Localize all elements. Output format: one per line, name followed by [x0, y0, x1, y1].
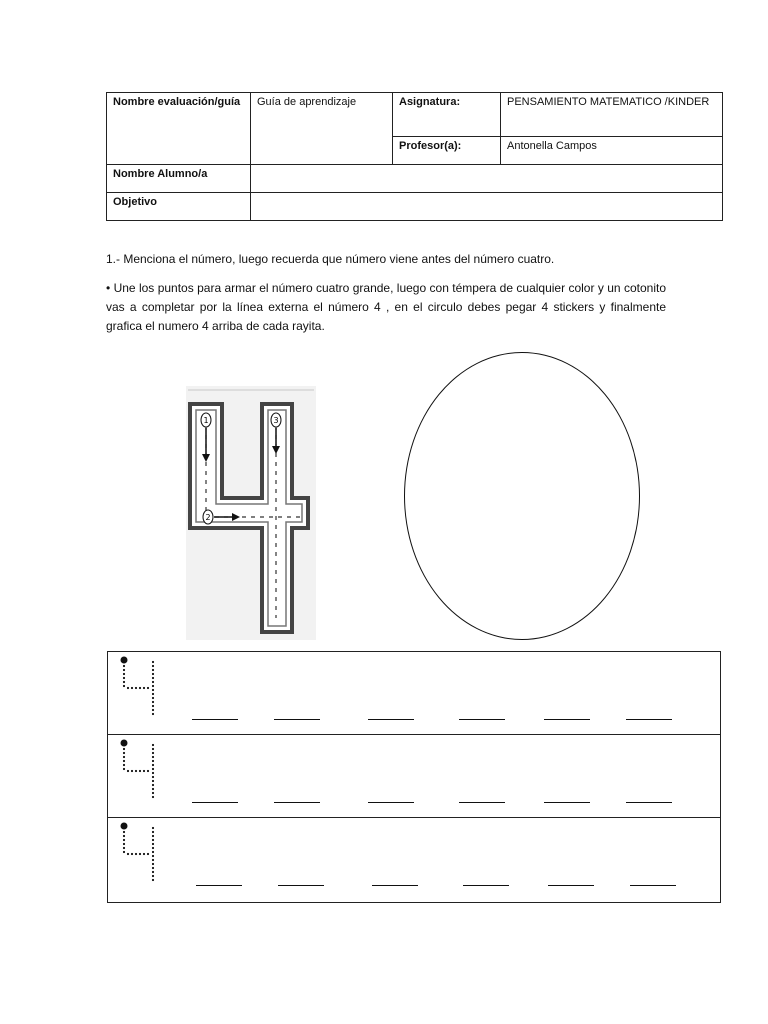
number-four-tracing-figure [186, 386, 316, 640]
guide-dot [123, 677, 125, 679]
write-blank[interactable] [368, 719, 414, 720]
guide-dot [135, 770, 137, 772]
guide-dot [152, 661, 154, 663]
guide-dot [139, 687, 141, 689]
nombre-eval-value: Guía de aprendizaje [251, 93, 393, 165]
guide-dot [123, 685, 125, 687]
write-blank[interactable] [626, 719, 672, 720]
practice-row [108, 818, 720, 902]
write-blank[interactable] [459, 719, 505, 720]
guide-dot [152, 764, 154, 766]
guide-dot [127, 770, 129, 772]
start-dot [121, 740, 128, 747]
guide-dot [139, 770, 141, 772]
start-dot [121, 823, 128, 830]
write-blank[interactable] [274, 719, 320, 720]
objetivo-label: Objetivo [107, 193, 251, 221]
guide-dot [147, 853, 149, 855]
practice-row [108, 652, 720, 735]
guide-dot [131, 770, 133, 772]
guide-dot [152, 776, 154, 778]
guide-dot [152, 859, 154, 861]
start-dot [121, 657, 128, 664]
guide-dot [152, 792, 154, 794]
write-blank[interactable] [278, 885, 324, 886]
dotted-four-guide [120, 655, 164, 719]
write-blank[interactable] [630, 885, 676, 886]
guide-dot [131, 853, 133, 855]
guide-dot [152, 843, 154, 845]
guide-dot [152, 835, 154, 837]
guide-dot [152, 875, 154, 877]
guide-dot [152, 768, 154, 770]
write-blank[interactable] [544, 802, 590, 803]
guide-dot [152, 847, 154, 849]
dotted-four-guide [120, 821, 164, 885]
guide-dot [127, 853, 129, 855]
guide-dot [152, 677, 154, 679]
stroke-label-1: 1 [203, 416, 209, 425]
guide-dot [152, 693, 154, 695]
write-blank[interactable] [368, 802, 414, 803]
header-table [106, 92, 723, 221]
guide-dot [123, 673, 125, 675]
guide-dot [123, 756, 125, 758]
guide-dot [152, 863, 154, 865]
nombre-eval-label: Nombre evaluación/guía [107, 93, 251, 165]
guide-dot [152, 673, 154, 675]
guide-dot [152, 772, 154, 774]
guide-dot [152, 788, 154, 790]
guide-dot [152, 701, 154, 703]
guide-dot [143, 687, 145, 689]
guide-dot [135, 853, 137, 855]
asignatura-label: Asignatura: [393, 93, 501, 137]
guide-dot [127, 687, 129, 689]
guide-dot [147, 770, 149, 772]
guide-dot [131, 687, 133, 689]
guide-dot [123, 669, 125, 671]
guide-dot [152, 784, 154, 786]
practice-row [108, 735, 720, 818]
guide-dot [123, 831, 125, 833]
guide-dot [152, 705, 154, 707]
guide-dot [135, 687, 137, 689]
guide-dot [152, 744, 154, 746]
guide-dot [123, 752, 125, 754]
write-blank[interactable] [548, 885, 594, 886]
guide-dot [152, 879, 154, 881]
guide-dot [143, 853, 145, 855]
write-blank[interactable] [459, 802, 505, 803]
write-blank[interactable] [192, 719, 238, 720]
dotted-four-guide [120, 738, 164, 802]
practice-box [107, 651, 721, 903]
write-blank[interactable] [463, 885, 509, 886]
profesor-label: Profesor(a): [393, 137, 501, 165]
guide-dot [123, 681, 125, 683]
guide-dot [123, 843, 125, 845]
guide-dot [123, 748, 125, 750]
stroke-label-2: 2 [205, 513, 211, 522]
guide-dot [152, 748, 154, 750]
stroke-label-3: 3 [273, 416, 279, 425]
guide-dot [152, 851, 154, 853]
instruction-2: • Une los puntos para armar el número cuatro grande, luego con témpera de cualquier color y un cotonito vas a completar por la línea externa el número 4 , en el circulo debes pegar 4 stickers y finalmente grafica el numero 4 arriba de cada rayita. [106, 281, 666, 333]
guide-dot [152, 709, 154, 711]
sticker-circle[interactable] [404, 352, 640, 640]
guide-dot [152, 685, 154, 687]
write-blank[interactable] [372, 885, 418, 886]
guide-dot [123, 847, 125, 849]
objetivo-field[interactable] [251, 193, 723, 221]
guide-dot [152, 796, 154, 798]
guide-dot [123, 839, 125, 841]
alumno-label: Nombre Alumno/a [107, 165, 251, 193]
write-blank[interactable] [192, 802, 238, 803]
profesor-value: Antonella Campos [501, 137, 723, 165]
guide-dot [123, 665, 125, 667]
guide-dot [152, 681, 154, 683]
guide-dot [152, 827, 154, 829]
guide-dot [152, 665, 154, 667]
guide-dot [123, 835, 125, 837]
guide-dot [152, 867, 154, 869]
alumno-field[interactable] [251, 165, 723, 193]
write-blank[interactable] [626, 802, 672, 803]
guide-dot [152, 855, 154, 857]
guide-dot [152, 831, 154, 833]
write-blank[interactable] [274, 802, 320, 803]
write-blank[interactable] [196, 885, 242, 886]
guide-dot [152, 756, 154, 758]
asignatura-value: PENSAMIENTO MATEMATICO /KINDER [501, 93, 723, 137]
guide-dot [152, 697, 154, 699]
guide-dot [152, 752, 154, 754]
guide-dot [123, 851, 125, 853]
guide-dot [152, 669, 154, 671]
guide-dot [123, 768, 125, 770]
write-blank[interactable] [544, 719, 590, 720]
guide-dot [143, 770, 145, 772]
guide-dot [152, 689, 154, 691]
guide-dot [139, 853, 141, 855]
guide-dot [152, 871, 154, 873]
guide-dot [147, 687, 149, 689]
guide-dot [152, 713, 154, 715]
guide-dot [123, 764, 125, 766]
instruction-1: 1.- Menciona el número, luego recuerda que número viene antes del número cuatro. [106, 252, 555, 266]
guide-dot [152, 780, 154, 782]
guide-dot [152, 760, 154, 762]
guide-dot [123, 760, 125, 762]
guide-dot [152, 839, 154, 841]
